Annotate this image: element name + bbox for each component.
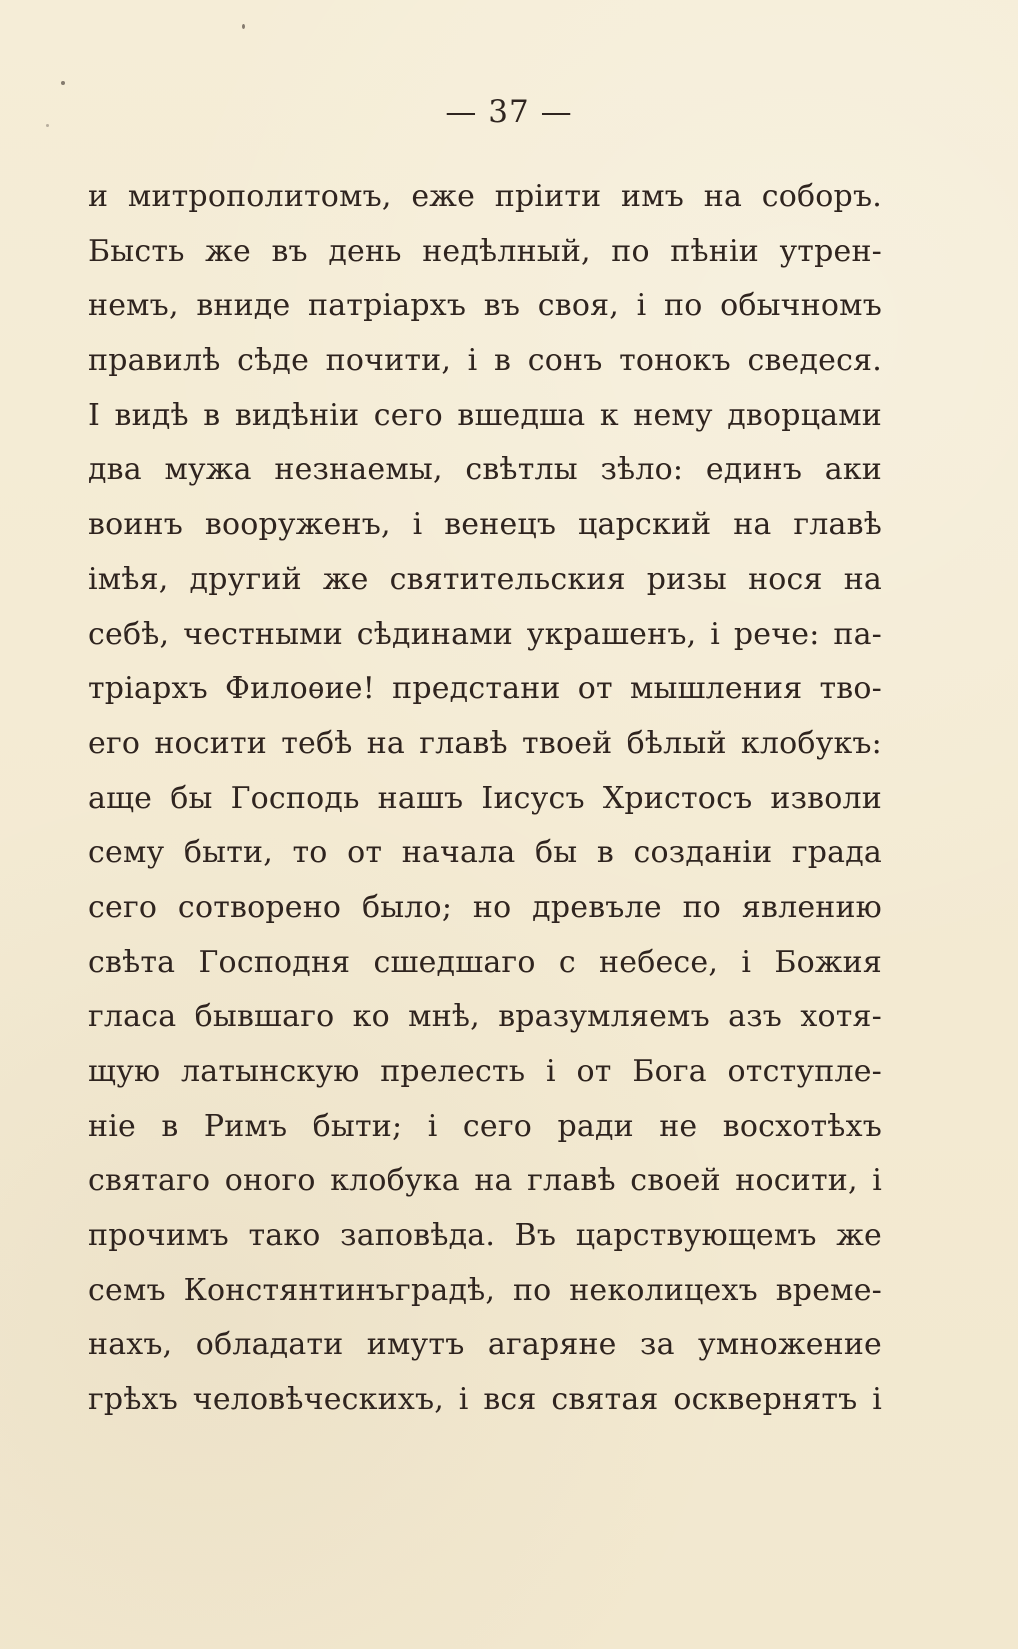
- text-line: нахъ, обладати имутъ агаряне за умножение: [88, 1327, 882, 1363]
- body-text: [88, 170, 882, 1428]
- text-line: грѣхъ человѣческихъ, і вся святая осквернятъ і: [88, 1382, 882, 1418]
- ink-speck-top: [242, 24, 245, 29]
- text-line: щую латынскую прелесть і от Бога отступле-: [88, 1054, 882, 1089]
- text-line: сего сотворено было; но древъле по явлению: [88, 889, 882, 925]
- text-line: імѣя, другий же святительския ризы нося на: [88, 561, 882, 597]
- text-line: и митрополитомъ, еже прiити имъ на соборъ.: [88, 179, 882, 214]
- text-line: трiархъ Филоѳие! предстани от мышления тво-: [88, 671, 882, 707]
- text-line: гласа бывшаго ко мнѣ, вразумляемъ азъ хотя-: [88, 999, 882, 1035]
- text-line: семъ Констянтинъградѣ, по неколицехъ време-: [88, 1272, 882, 1308]
- text-line: его носити тебѣ на главѣ твоей бѣлый клобукъ:: [88, 725, 882, 761]
- text-line: свѣта Господня сшедшаго с небесе, і Божия: [88, 944, 882, 980]
- ink-speck-left: [61, 81, 65, 85]
- text-line: немъ, вниде патрiархъ въ своя, і по обычномъ: [88, 288, 882, 324]
- text-line: сему быти, то от начала бы в созданiи града: [88, 835, 882, 871]
- text-line: І видѣ в видѣнiи сего вшедша к нему дворцами: [88, 397, 882, 433]
- text-line: аще бы Господь нашъ Iисусъ Христосъ изволи: [88, 780, 882, 816]
- text-line: Бысть же въ день недѣлный, по пѣнiи утрен-: [88, 233, 882, 269]
- text-line: святаго оного клобука на главѣ своей носити, і: [88, 1163, 882, 1199]
- text-line: прочимъ тако заповѣда. Въ царствующемъ же: [88, 1218, 882, 1254]
- page-number: — 37 —: [445, 94, 573, 130]
- text-line: себѣ, честными сѣдинами украшенъ, і рече: па-: [88, 616, 882, 652]
- text-line: нiе в Римъ быти; і сего ради не восхотѣхъ: [88, 1108, 882, 1144]
- text-line: правилѣ сѣде почити, і в сонъ тонокъ сведеся.: [88, 343, 882, 379]
- text-line: два мужа незнаемы, свѣтлы зѣло: единъ аки: [88, 452, 882, 488]
- text-line: воинъ вооруженъ, і венецъ царский на главѣ: [88, 507, 882, 543]
